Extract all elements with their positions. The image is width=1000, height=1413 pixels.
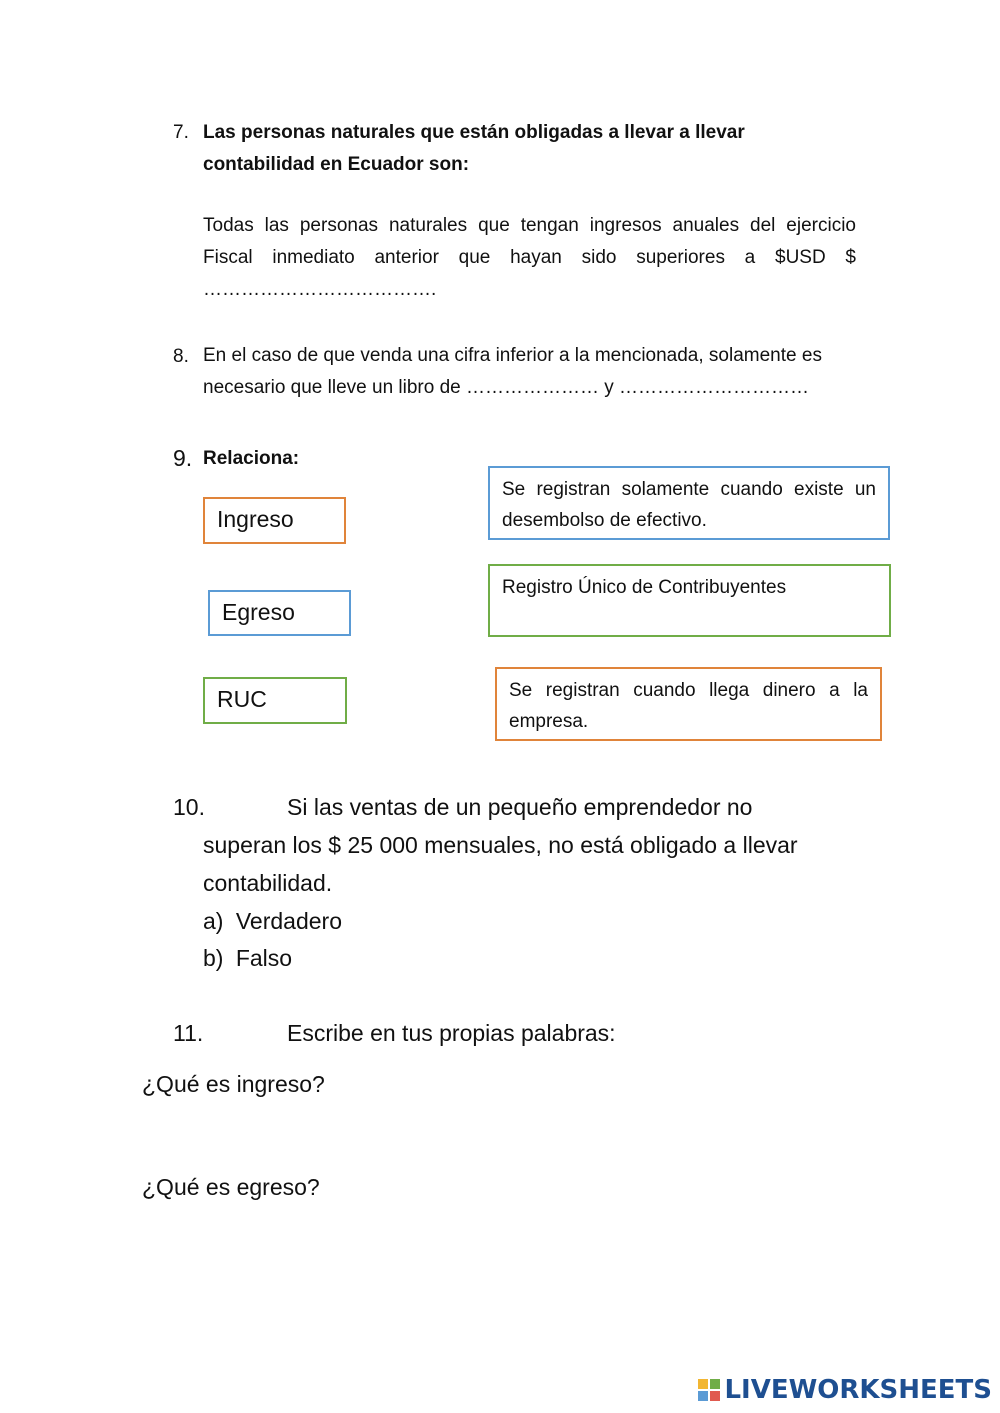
liveworksheets-logo-icon [698, 1379, 720, 1401]
q8-number: 8. [173, 346, 189, 367]
q10-line3: contabilidad. [203, 870, 333, 896]
q11-title: Escribe en tus propias palabras: [287, 1020, 616, 1046]
q8-text: En el caso de que venda una cifra inferior a la mencionada, solamente es necesario que lleve un libro de ………………… y ………………………… [203, 345, 822, 398]
term-egreso[interactable]: Egreso [208, 590, 351, 636]
q7-title [203, 117, 863, 181]
definition-llega-dinero[interactable]: Se registran cuando llega dinero a la empresa. [495, 667, 882, 741]
option-a-text: Verdadero [235, 908, 342, 934]
q11-number: 11. [173, 1020, 204, 1046]
q11-prompt-egreso: ¿Qué es egreso? [142, 1174, 320, 1200]
term-ingreso[interactable]: Ingreso [203, 497, 346, 544]
q10-option-a[interactable] [203, 902, 342, 940]
q10-line2: superan los $ 25 000 mensuales, no está obligado a llevar [203, 832, 798, 858]
term-ruc[interactable]: RUC [203, 677, 347, 724]
q7-body: Todas las personas naturales que tengan ingresos anuales del ejercicio Fiscal inmediato anterior que hayan sido superiores a $USD $ ………………………………. [203, 215, 856, 300]
q9-number: 9. [173, 445, 193, 471]
q10-option-b[interactable] [203, 939, 292, 977]
definition-registro-unico[interactable]: Registro Único de Contribuyentes [488, 564, 891, 637]
option-b-text: Falso [235, 945, 293, 971]
liveworksheets-logo [698, 1375, 992, 1405]
definition-desembolso[interactable]: Se registran solamente cuando existe un desembolso de efectivo. [488, 466, 890, 540]
q7-title-line2: contabilidad en Ecuador son: [203, 154, 470, 175]
option-b-letter: b) [203, 945, 224, 971]
q7-title-line1: Las personas naturales que están obligadas a llevar a llevar [203, 122, 745, 143]
option-a-letter: a) [203, 908, 224, 934]
q7-number: 7. [173, 122, 189, 143]
q11-prompt-ingreso: ¿Qué es ingreso? [142, 1071, 325, 1097]
q10-number: 10. [173, 794, 205, 820]
q9-title: Relaciona: [203, 448, 300, 469]
q10-line1: Si las ventas de un pequeño emprendedor no [287, 794, 753, 820]
logo-text: LIVEWORKSHEETS [724, 1375, 992, 1405]
